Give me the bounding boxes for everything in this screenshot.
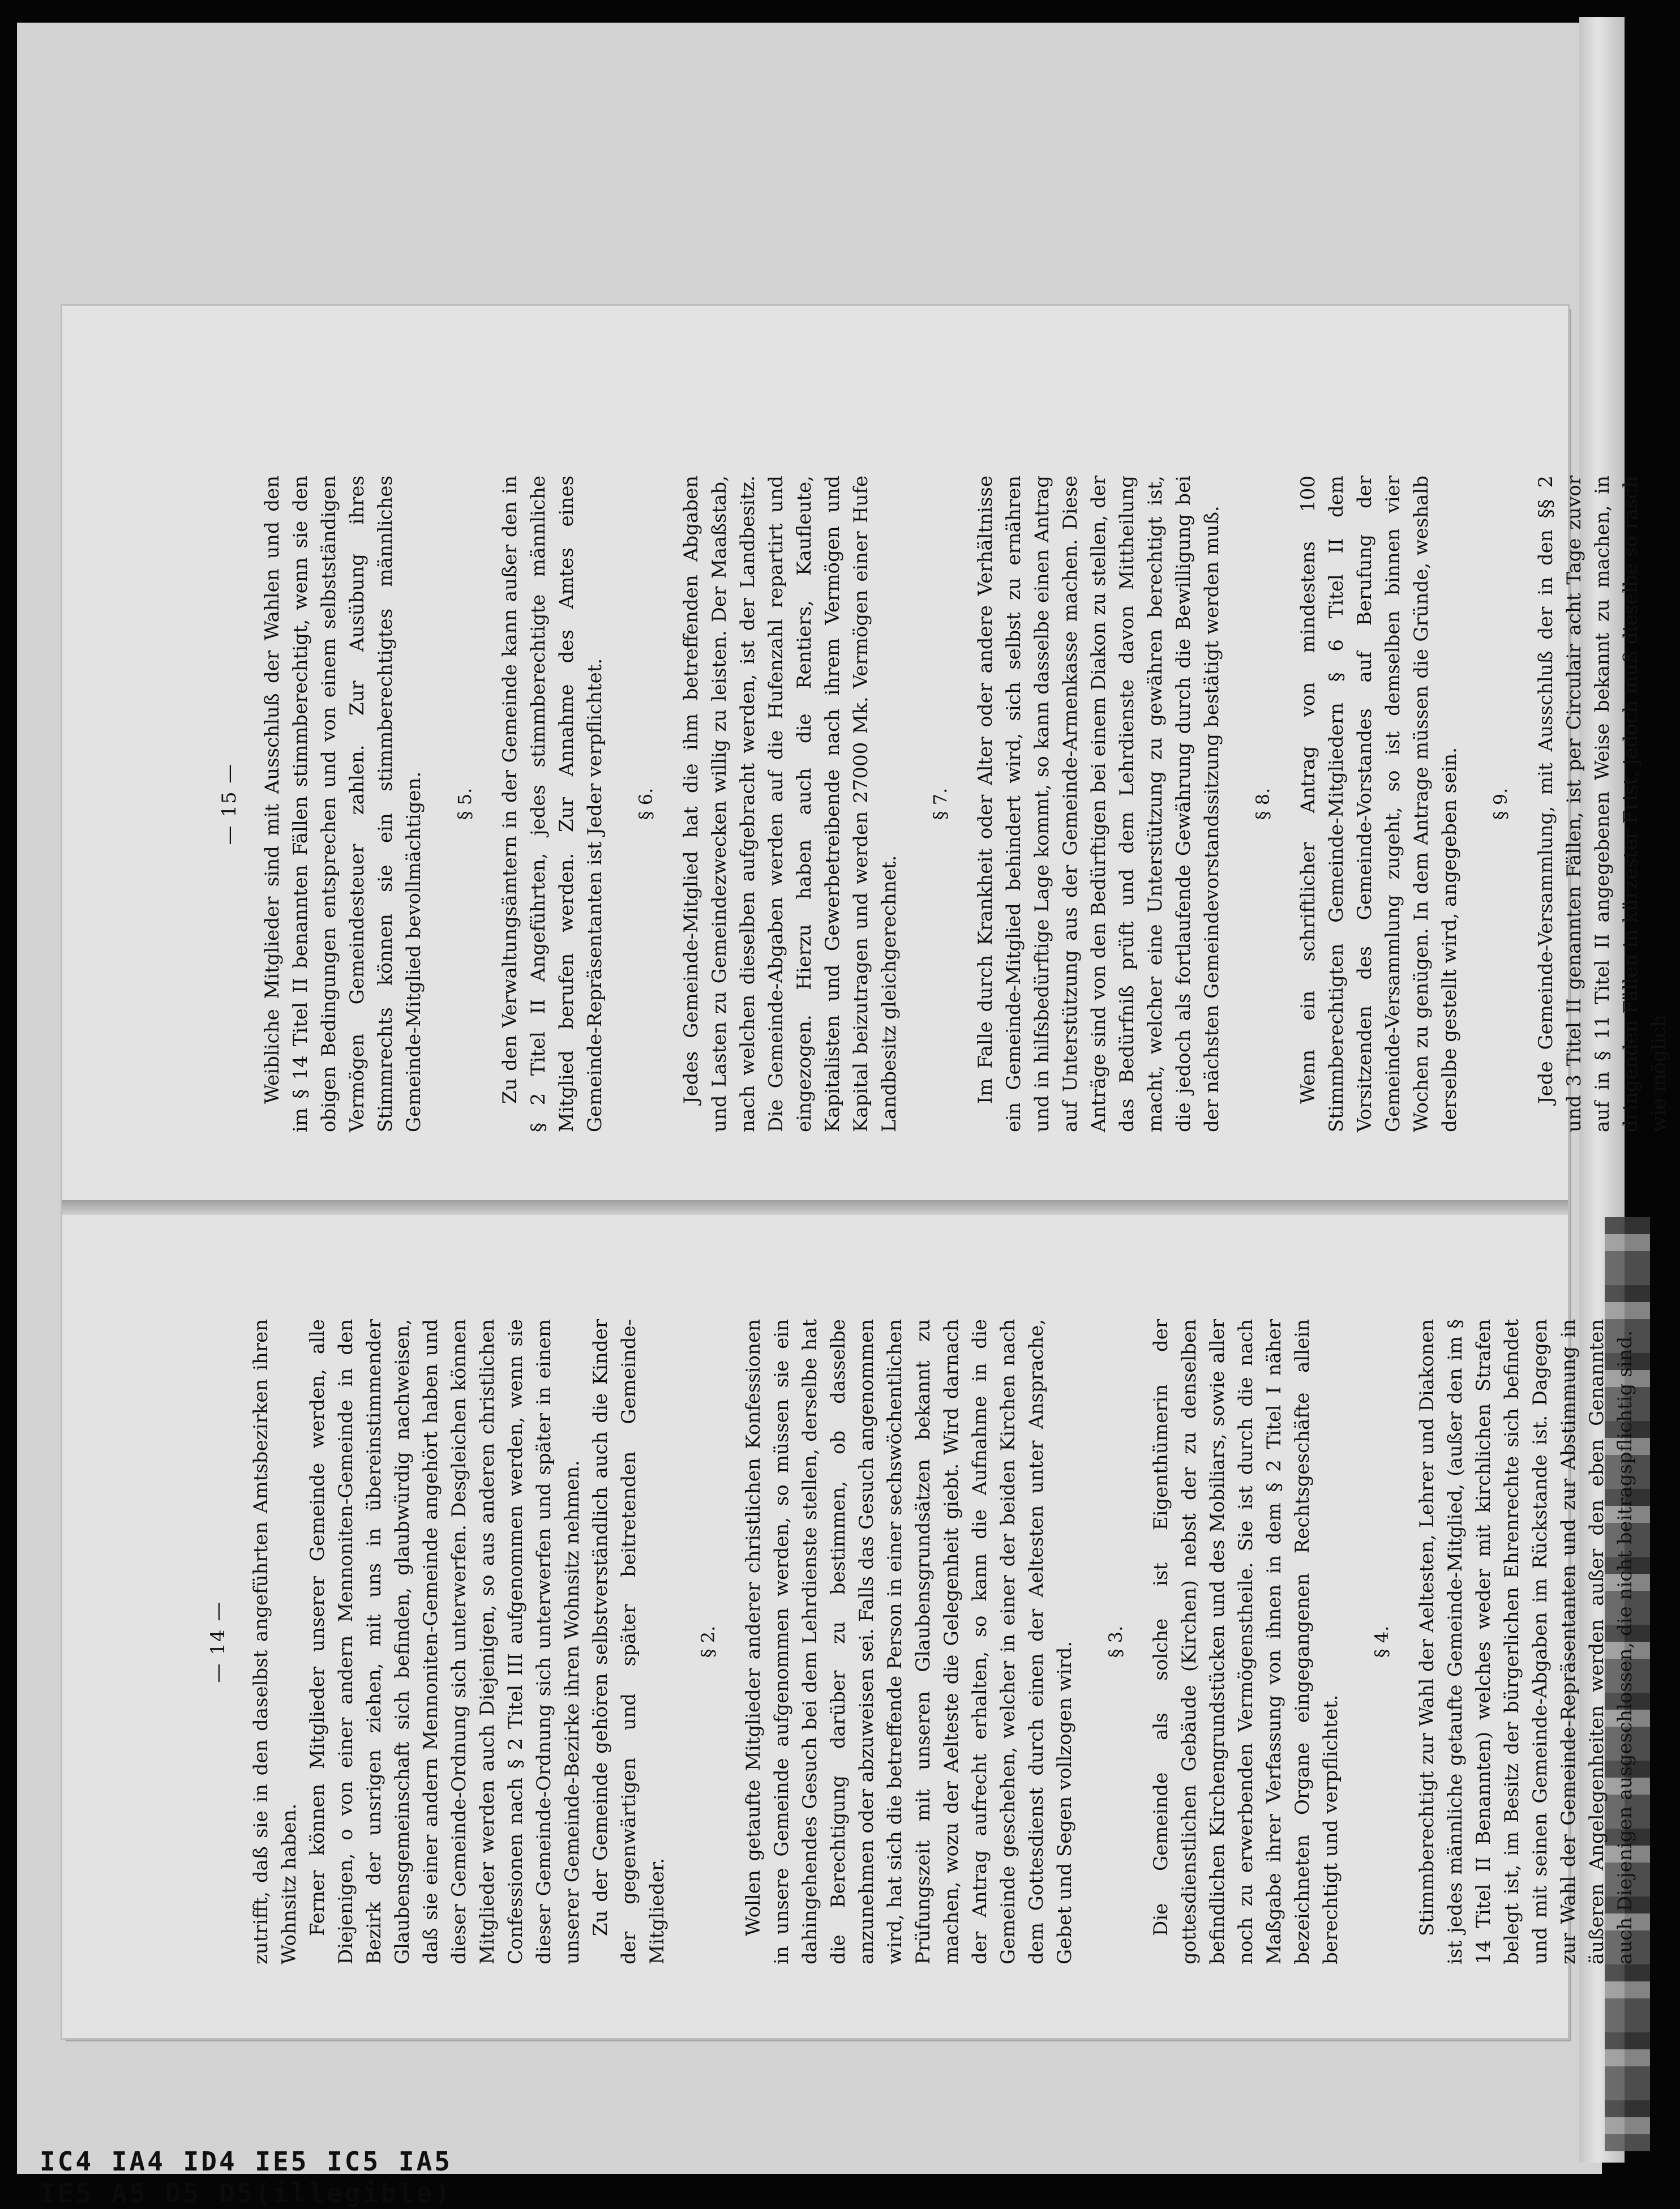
paragraph: zutrifft, daß sie in den daselbst angeführten Amtsbezirken ihren Wohnsitz haben. <box>250 1319 301 1964</box>
page-fold-line <box>62 1200 1568 1215</box>
paragraph: Wenn ein schriftlicher Antrag von mindestens 100 Stimmberechtigten Gemeinde-Mitgliedern § 6 Titel II dem Vorsitzenden des Gemeinde-Vorstandes auf Berufung der Gemeinde-Versammlung zugeht, so ist demselben binnen vier Wochen zu genügen. In dem Antrage müssen die Gründe, weshalb derselbe gestellt wird, angegeben sein. <box>1297 476 1461 1132</box>
page-number: — 15 — <box>218 763 241 845</box>
section-heading: § 2. <box>697 1625 719 1658</box>
section-heading: § 9. <box>1490 787 1511 820</box>
section-heading: § 7. <box>929 787 951 820</box>
scan-label-line: IE5 A5 D5 D5(illegible) <box>40 2178 452 2208</box>
paragraph: Jede Gemeinde-Versammlung, mit Ausschluß der in den §§ 2 und 3 Titel II genannten Fällen, ist per Circulair acht Tage zuvor auf in § 11 Titel II angegebenen Weise bekannt zu machen, in dringenden Fällen in kürzester Frist, jedoch muß dieselbe so rasch wie möglich <box>1535 476 1670 1132</box>
paragraph: Die Gemeinde als solche ist Eigenthümerin der gottesdienstlichen Gebäude (Kirchen) nebst der zu denselben befindlichen Kirchengrundstücken und des Mobiliars, sowie aller noch zu erwerbenden Vermögenstheile. Sie ist durch die nach Maßgabe ihrer Verfassung von ihnen in dem § 2 Titel I näher bezeichneten Organe eingegangenen Rechtsgeschäfte allein berechtigt und verpflichtet. <box>1150 1319 1342 1964</box>
section-heading: § 3. <box>1105 1625 1126 1658</box>
scan-label-line: IC4 IA4 ID4 IE5 IC5 IA5 <box>40 2146 452 2177</box>
page-number: — 14 — <box>207 1600 229 1683</box>
page-14 <box>204 1319 1636 1964</box>
section-heading: § 6. <box>635 787 657 820</box>
paragraph: Stimmberechtigt zur Wahl der Aeltesten, Lehrer und Diakonen ist jedes männliche getaufte Gemeinde-Mitglied, (außer den im § 14 Titel II Benannten) welches weder mit kirchlichen Strafen belegt ist, im Besitz der bürgerlichen Ehrenrechte sich befindet und mit seinen Gemeinde-Abgaben im Rückstande ist. Dagegen zur Wahl der Gemeinde-Repräsentanten und zur Abstimmung in äußeren Angelegenheiten werden außer den eben Genannten auch Diejenigen ausgeschlossen, die nicht beitragspflichtig sind. <box>1416 1319 1636 1964</box>
paragraph: Zu der Gemeinde gehören selbstverständlich auch die Kinder der gegenwärtigen und später beitretenden Gemeinde-Mitglieder. <box>589 1319 668 1964</box>
paragraph: Ferner können Mitglieder unserer Gemeinde werden, alle Diejenigen, o von einer andern Mennoniten-Gemeinde in den Bezirk der unsrigen ziehen, mit uns in übereinstimmender Glaubensgemeinschaft sich befinden, glaubwürdig nachweisen, daß sie einer andern Mennoniten-Gemeinde angehört haben und dieser Gemeinde-Ordnung sich unterwerfen. Desgleichen können Mitglieder werden auch Diejenigen, so aus anderen christlichen Confessionen nach § 2 Titel III aufgenommen werden, wenn sie dieser Gemeinde-Ordnung sich unterwerfen und später in einem unserer Gemeinde-Bezirke ihren Wohnsitz nehmen. <box>306 1319 584 1964</box>
paragraph: Zu den Verwaltungsämtern in der Gemeinde kann außer den in § 2 Titel II Angeführten, jedes stimmberechtigte männliche Mitglied berufen werden. Zur Annahme des Amtes eines Gemeinde-Repräsentanten ist Jeder verpflichtet. <box>499 476 606 1132</box>
page-15 <box>215 476 1670 1132</box>
paragraph: Wollen getaufte Mitglieder anderer christlichen Konfessionen in unsere Gemeinde aufgenommen werden, so müssen sie ein dahingehendes Gesuch bei dem Lehrdienste stellen, derselbe hat die Berechtigung darüber zu bestimmen, ob dasselbe anzunehmen oder abzuweisen sei. Falls das Gesuch angenommen wird, hat sich die betreffende Person in einer sechswöchentlichen Prüfungszeit mit unseren Glaubensgrundsätzen bekannt zu machen, wozu der Aelteste die Gelegenheit giebt. Wird darnach der Antrag aufrecht erhalten, so kann die Aufnahme in die Gemeinde geschehen, welcher in einer der beiden Kirchen nach dem Gottesdienst durch einen der Aeltesten unter Ansprache, Gebet und Segen vollzogen wird. <box>742 1319 1076 1964</box>
paragraph: Jedes Gemeinde-Mitglied hat die ihm betreffenden Abgaben und Lasten zu Gemeindezwecken willig zu leisten. Der Maaßstab, nach welchen dieselben aufgebracht werden, ist der Landbesitz. Die Gemeinde-Abgaben werden auf die Hufenzahl repartirt und eingezogen. Hierzu haben auch die Rentiers, Kaufleute, Kapitalisten und Gewerbetreibende nach ihrem Vermögen und Kapital beizutragen und werden 27000 Mk. Vermögen einer Hufe Landbesitz gleichgerechnet. <box>680 476 901 1132</box>
section-heading: § 8. <box>1252 787 1274 820</box>
paragraph: Weibliche Mitglieder sind mit Ausschluß der Wahlen und den im § 14 Titel II benannten Fällen stimmberechtigt, wenn sie den obigen Bedingungen entsprechen und von einem selbstständigen Vermögen Gemeindesteuer zahlen. Zur Ausübung ihres Stimmrechts können sie ein stimmberechtigtes männliches Gemeinde-Mitglied bevollmächtigen. <box>261 476 425 1132</box>
paragraph: Im Falle durch Krankheit oder Alter oder andere Verhältnisse ein Gemeinde-Mitglied behindert wird, sich selbst zu ernähren und in hilfsbedürftige Lage kommt, so kann dasselbe einen Antrag auf Unterstützung aus der Gemeinde-Armenkasse machen. Diese Anträge sind von den Bedürftigen bei einem Diakon zu stellen, der das Bedürfniß prüft und dem Lehrdienste davon Mittheilung macht, welcher eine Unterstützung zu gewähren berechtigt ist, die jedoch als fortlaufende Gewährung durch die Bewilligung bei der nächsten Gemeindevorstandssitzung bestätigt werden muß. <box>974 476 1223 1132</box>
section-heading: § 5. <box>454 787 475 820</box>
section-heading: § 4. <box>1371 1625 1392 1658</box>
scan-calibration-label <box>40 2146 452 2209</box>
